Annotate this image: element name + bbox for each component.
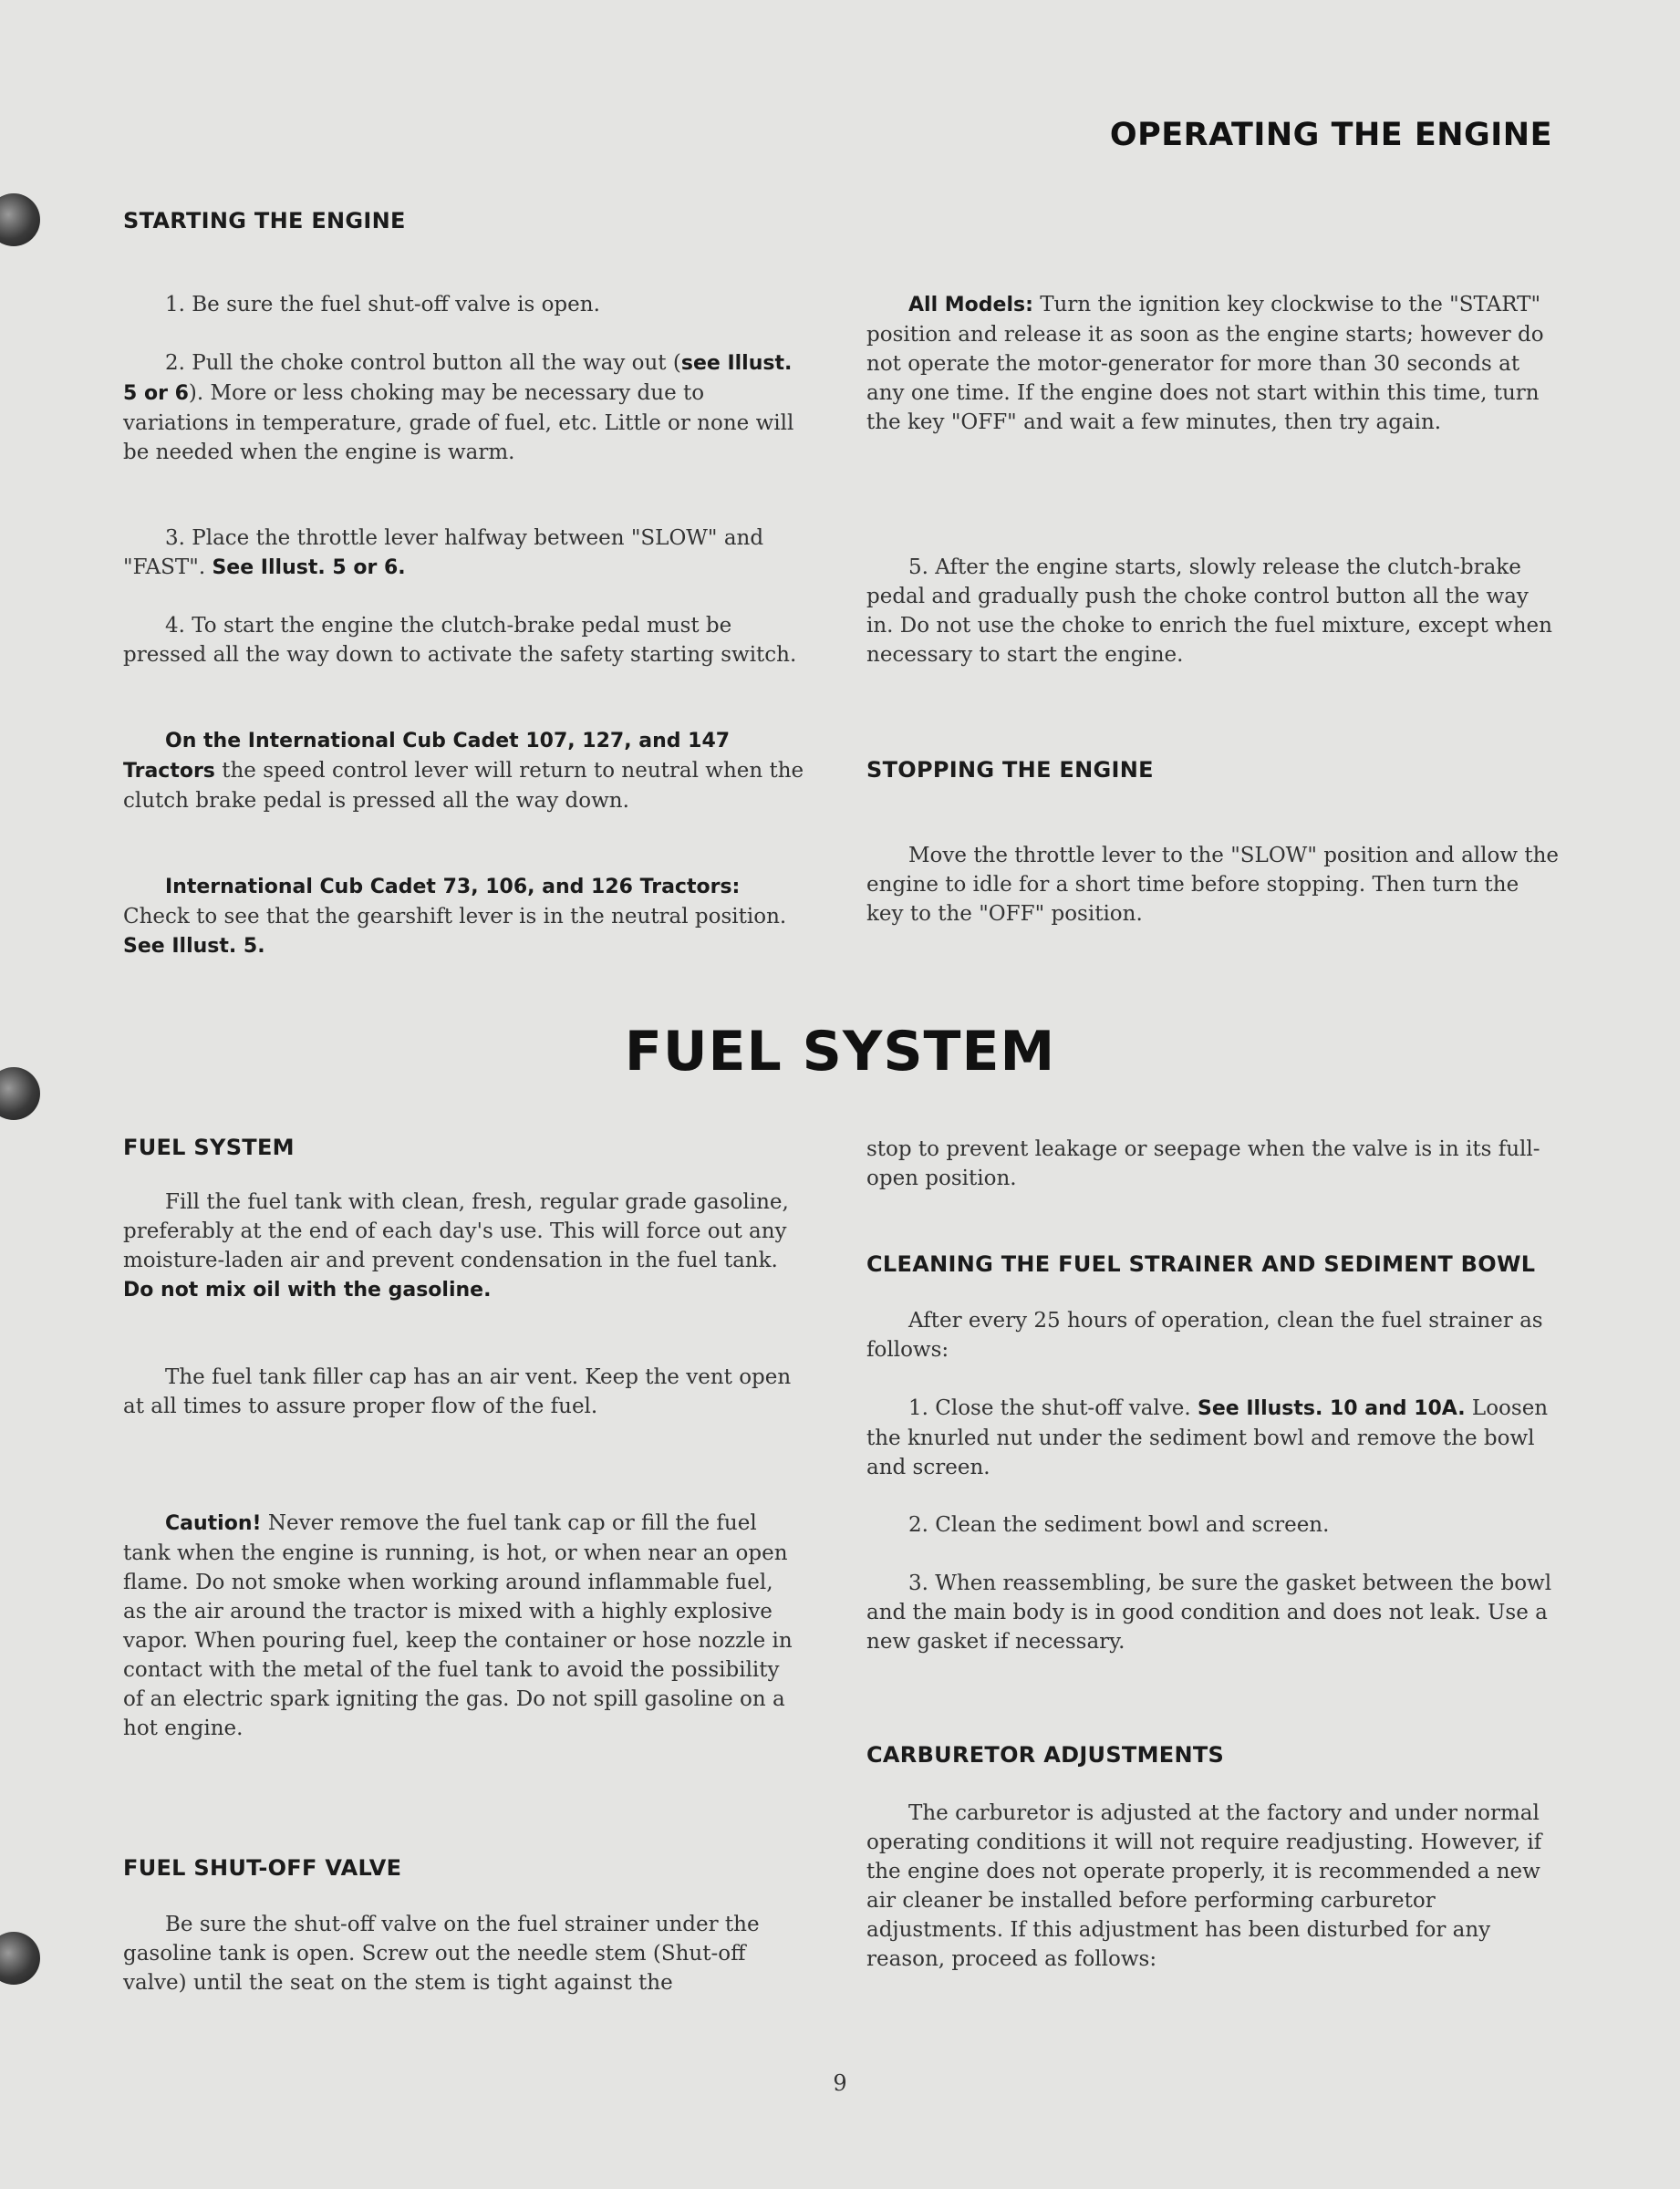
starting-step-1-text: 1. Be sure the fuel shut-off valve is open. xyxy=(165,293,600,316)
carburetor-paragraph xyxy=(866,1799,1560,1974)
fuel-system-heading: FUEL SYSTEM xyxy=(123,1135,295,1160)
cleaning-intro xyxy=(866,1306,1560,1364)
starting-step-2 xyxy=(123,348,807,467)
cleaning-step-1-text-b: Loosen the knurled nut under the sediment bowl and remove the bowl and screen. xyxy=(866,1396,1549,1479)
page-number: 9 xyxy=(833,2070,847,2096)
stopping-text: Move the throttle lever to the "SLOW" position and allow the engine to idle for a short time before stopping. Then turn the key to the "OFF" position. xyxy=(866,844,1559,926)
models-107-127-147-text: the speed control lever will return to neutral when the clutch brake pedal is pressed all the way down. xyxy=(123,759,804,813)
models-73-106-126-text: Check to see that the gearshift lever is in the neutral position. xyxy=(123,905,787,929)
page-header: OPERATING THE ENGINE xyxy=(1109,117,1552,153)
models-73-106-126-illust-ref: See Illust. 5. xyxy=(123,935,265,958)
models-73-106-126-label: International Cub Cadet 73, 106, and 126 Tractors: xyxy=(165,876,741,898)
starting-step-1 xyxy=(123,290,807,319)
fuel-paragraph-2 xyxy=(123,1363,798,1421)
cleaning-step-2 xyxy=(866,1510,1560,1540)
shutoff-paragraph xyxy=(123,1910,798,1997)
binder-hole-top xyxy=(0,193,40,246)
starting-step-3 xyxy=(123,524,807,583)
cleaning-step-3 xyxy=(866,1569,1560,1656)
stopping-paragraph xyxy=(866,841,1560,929)
starting-step-2-text-a: 2. Pull the choke control button all the way out ( xyxy=(165,351,681,375)
caution-label: Caution! xyxy=(165,1512,262,1535)
starting-step-4-text: 4. To start the engine the clutch-brake pedal must be pressed all the way down to activate the safety starting switch. xyxy=(123,614,797,667)
starting-all-models xyxy=(866,290,1560,437)
fuel-paragraph-1-text: Fill the fuel tank with clean, fresh, regular grade gasoline, preferably at the end of each day's use. This will force out any moisture-laden air and prevent condensation in the fuel tank. xyxy=(123,1190,789,1272)
shutoff-paragraph-continued xyxy=(866,1135,1560,1193)
starting-step-2-illust-ref: see Illust. 5 or 6 xyxy=(123,352,793,405)
starting-engine-heading: STARTING THE ENGINE xyxy=(123,208,406,233)
cleaning-step-1-text-a: 1. Close the shut-off valve. xyxy=(908,1396,1198,1420)
starting-step-4 xyxy=(123,611,807,669)
all-models-label: All Models: xyxy=(908,294,1033,316)
fuel-system-title: FUEL SYSTEM xyxy=(624,1020,1056,1084)
caution-text: Never remove the fuel tank cap or fill the fuel tank when the engine is running, is hot, or when near an open flame. Do not smoke when working around inflammable fuel, as the air around the tractor is mixed with a highly explosive vapor. When pouring fuel, keep the container or hose nozzle in contact with the metal of the fuel tank to avoid the possibility of an electric spark igniting the gas. Do not spill gasoline on a hot engine. xyxy=(123,1511,793,1740)
fuel-caution-paragraph xyxy=(123,1509,798,1743)
fuel-paragraph-1 xyxy=(123,1188,798,1305)
starting-step-5-text: 5. After the engine starts, slowly release the clutch-brake pedal and gradually push the choke control button all the way in. Do not use the choke to enrich the fuel mixture, except when necessary to start the engine. xyxy=(866,555,1552,667)
fuel-paragraph-2-text: The fuel tank filler cap has an air vent. Keep the vent open at all times to assure proper flow of the fuel. xyxy=(123,1365,792,1418)
cleaning-step-2-text: 2. Clean the sediment bowl and screen. xyxy=(908,1513,1330,1537)
cleaning-strainer-heading: CLEANING THE FUEL STRAINER AND SEDIMENT BOWL xyxy=(866,1251,1536,1277)
cleaning-step-1-illust-ref: See Illusts. 10 and 10A. xyxy=(1198,1397,1466,1420)
models-107-127-147-label: On the International Cub Cadet 107, 127, and 147 Tractors xyxy=(123,730,731,783)
carburetor-text: The carburetor is adjusted at the factory and under normal operating conditions it will not require readjusting. However, if the engine does not operate properly, it is recommended a new air cleaner be installed before performing carburetor adjustments. If this adjustment has been disturbed for any reason, proceed as follows: xyxy=(866,1801,1542,1971)
shutoff-text-continued: stop to prevent leakage or seepage when the valve is in its full-open position. xyxy=(866,1137,1540,1190)
starting-models-73-106-126 xyxy=(123,872,807,961)
starting-step-5 xyxy=(866,553,1560,669)
cleaning-step-1 xyxy=(866,1394,1560,1482)
all-models-text: Turn the ignition key clockwise to the "START" position and release it as soon as the engine starts; however do not operate the motor-generator for more than 30 seconds at any one time. If the engine does not start within this time, turn the key "OFF" and wait a few minutes, then try again. xyxy=(866,293,1544,434)
starting-models-107-127-147 xyxy=(123,726,807,815)
shutoff-text: Be sure the shut-off valve on the fuel strainer under the gasoline tank is open. Screw out the needle stem (Shut-off valve) until the seat on the stem is tight against the xyxy=(123,1913,760,1995)
starting-step-3-illust-ref: See Illust. 5 or 6. xyxy=(212,556,406,579)
carburetor-adjustments-heading: CARBURETOR ADJUSTMENTS xyxy=(866,1742,1225,1768)
fuel-no-oil-warning: Do not mix oil with the gasoline. xyxy=(123,1279,492,1302)
shutoff-valve-heading: FUEL SHUT-OFF VALVE xyxy=(123,1855,402,1881)
starting-step-3-text: 3. Place the throttle lever halfway between "SLOW" and "FAST". xyxy=(123,526,764,579)
cleaning-intro-text: After every 25 hours of operation, clean the fuel strainer as follows: xyxy=(866,1309,1543,1362)
cleaning-step-3-text: 3. When reassembling, be sure the gasket between the bowl and the main body is in good condition and does not leak. Use a new gasket if necessary. xyxy=(866,1572,1552,1654)
starting-step-2-text-b: ). More or less choking may be necessary due to variations in temperature, grade of fuel, etc. Little or none will be needed when the engine is warm. xyxy=(123,381,794,464)
stopping-engine-heading: STOPPING THE ENGINE xyxy=(866,757,1154,783)
binder-hole-bottom xyxy=(0,1932,40,1985)
